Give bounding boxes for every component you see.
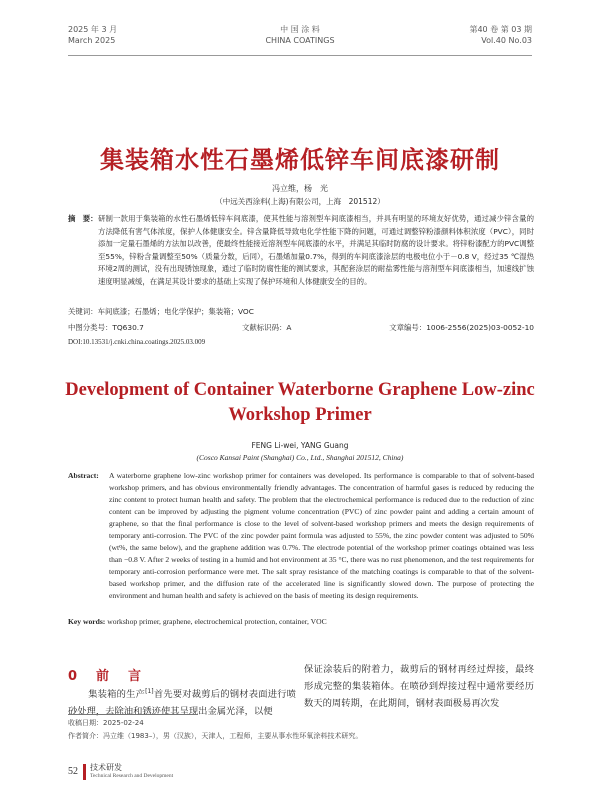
- english-keywords-text: workshop primer, graphene, electrochemical protection, container, VOC: [107, 617, 327, 626]
- english-keywords: [68, 617, 534, 626]
- english-abstract-label: Abstract:: [68, 471, 99, 480]
- header-divider: [68, 55, 532, 56]
- footnote-author-bio: 作者简介：冯立维（1983–），男（汉族），天津人，工程师，主要从事水性环氧涂料技术研究。: [68, 732, 363, 740]
- footnote-received: 收稿日期：2025-02-24: [68, 719, 144, 727]
- chinese-keywords: 关键词：车间底漆；石墨烯；电化学保护；集装箱；VOC: [68, 307, 254, 316]
- header-date-cn: 2025 年 3 月: [68, 25, 118, 34]
- chinese-authors: 冯立维，杨 光: [272, 184, 328, 193]
- footnote-divider: [68, 714, 198, 715]
- header-volume: [469, 24, 532, 46]
- header-journal-cn: 中 国 涂 料: [280, 25, 320, 34]
- header-date-en: March 2025: [68, 36, 116, 45]
- body-left-post: 首先要对裁剪后的钢材表面进行喷砂处理，去除油和锈迹使其呈现出金属光泽，以便: [68, 689, 296, 718]
- english-keywords-label: Key words:: [68, 617, 106, 626]
- clc-number: 中图分类号：TQ630.7: [68, 323, 144, 332]
- section-heading-introduction: 0 前 言: [68, 669, 145, 684]
- header-volume-cn: 第40 卷 第 03 期: [469, 25, 532, 34]
- document-code: 文献标识码：A: [242, 323, 292, 332]
- header-volume-en: Vol.40 No.03: [481, 36, 532, 45]
- header-journal-en: CHINA COATINGS: [265, 36, 335, 45]
- english-affiliation: (Cosco Kansai Paint (Shanghai) Co., Ltd., Shanghai 201512, China): [196, 453, 404, 462]
- chinese-abstract-label: 摘 要：: [68, 214, 98, 223]
- doi: DOI:10.13531/j.cnki.china.coatings.2025.03.009: [68, 338, 206, 346]
- footer-accent-bar: [83, 764, 86, 780]
- english-abstract-text: A waterborne graphene low-zinc workshop primer for containers was developed. Its performance is comparable to that of solvent-based workshop primers, and has obvious environmentally friendly advantages. The concentration of harmful gases is reduced by reducing the zinc content to protect human health and safety. The problem that the electrochemical performance is reduced due to the reduction of zinc content can be improved by adjusting the pigment volume concentration (PVC) of zinc powder paint and adding a certain amount of graphene, so that the final performance is close to the level of solvent-based workshop primers and meets the design requirements of temporary anti-corrosion. The PVC of the zinc powder paint formula was adjusted to 55%, the zinc powder content was adjusted to 50% (wt%, the same below), and the graphene addition was 0.7%. The electrode potential of the workshop primer coatings obtained was less than −0.8 V. After 2 weeks of testing in a humid and hot environment at 35 °C, there was no rust phenomenon, and the test requirements for temporary anti-corrosion performance were met. The salt spray resistance of the matching coatings is comparable to that of the solvent-based workshop primer, and the diffusion rate of the accelerated line is significantly slowed down. The purpose of protecting the environment and human health and safety is achieved on the basis of meeting its design requirements.: [109, 471, 534, 600]
- page-number: 52: [68, 766, 78, 777]
- classification-line: [68, 322, 534, 334]
- english-title: Development of Container Waterborne Graphene Low-zinc Workshop Primer: [65, 380, 535, 425]
- running-header: [68, 24, 532, 54]
- chinese-abstract: [68, 213, 534, 288]
- chinese-title: 集装箱水性石墨烯低锌车间底漆研制: [100, 146, 500, 174]
- chinese-affiliation: （中远关西涂料(上海)有限公司，上海 201512）: [215, 197, 385, 206]
- footer-section-en: Technical Research and Development: [90, 773, 174, 779]
- footer-section-cn: 技术研发: [90, 763, 122, 772]
- english-abstract: [68, 470, 534, 602]
- body-left-pre: 集装箱的生产: [88, 689, 146, 701]
- english-authors: FENG Li-wei, YANG Guang: [251, 441, 349, 450]
- chinese-abstract-text: 研制一款用于集装箱的水性石墨烯低锌车间底漆，使其性能与溶剂型车间底漆相当，并具有明显的环境友好优势，通过减少锌含量的方法降低有害气体浓度，保护人体健康安全。锌含量降低导致电化学性能下降的问题，可通过调整锌粉漆颜料体积浓度（PVC），同时添加一定量石墨烯的方法加以改善，使最终性能接近溶剂型车间底漆的水平，并满足其临时防腐的设计要求。将锌粉漆配方的PVC调整至55%，锌粉含量调整至50%（质量分数，后同），石墨烯加量0.7%，得到的车间底漆涂层的电极电位小于－0.8 V，经过35 ℃湿热环境2周的测试，没有出现锈蚀现象，通过了临时防腐性能的测试要求，其配套涂层的耐盐雾性能与溶剂型车间底漆相当，加速线扩蚀速度明显减缓，在满足其设计要求的基础上实现了保护环境和人体健康安全的目的。: [98, 214, 534, 286]
- header-journal: [68, 24, 532, 46]
- article-number: 文章编号：1006-2556(2025)03-0052-10: [389, 323, 534, 332]
- citation-ref: [1]: [145, 688, 154, 695]
- body-column-right: 保证涂装后的附着力，裁剪后的钢材再经过焊接，最终形成完整的集装箱体。在喷砂到焊接过程中通常要经历数天的周转期，在此期间，钢材表面极易再次发: [304, 664, 534, 709]
